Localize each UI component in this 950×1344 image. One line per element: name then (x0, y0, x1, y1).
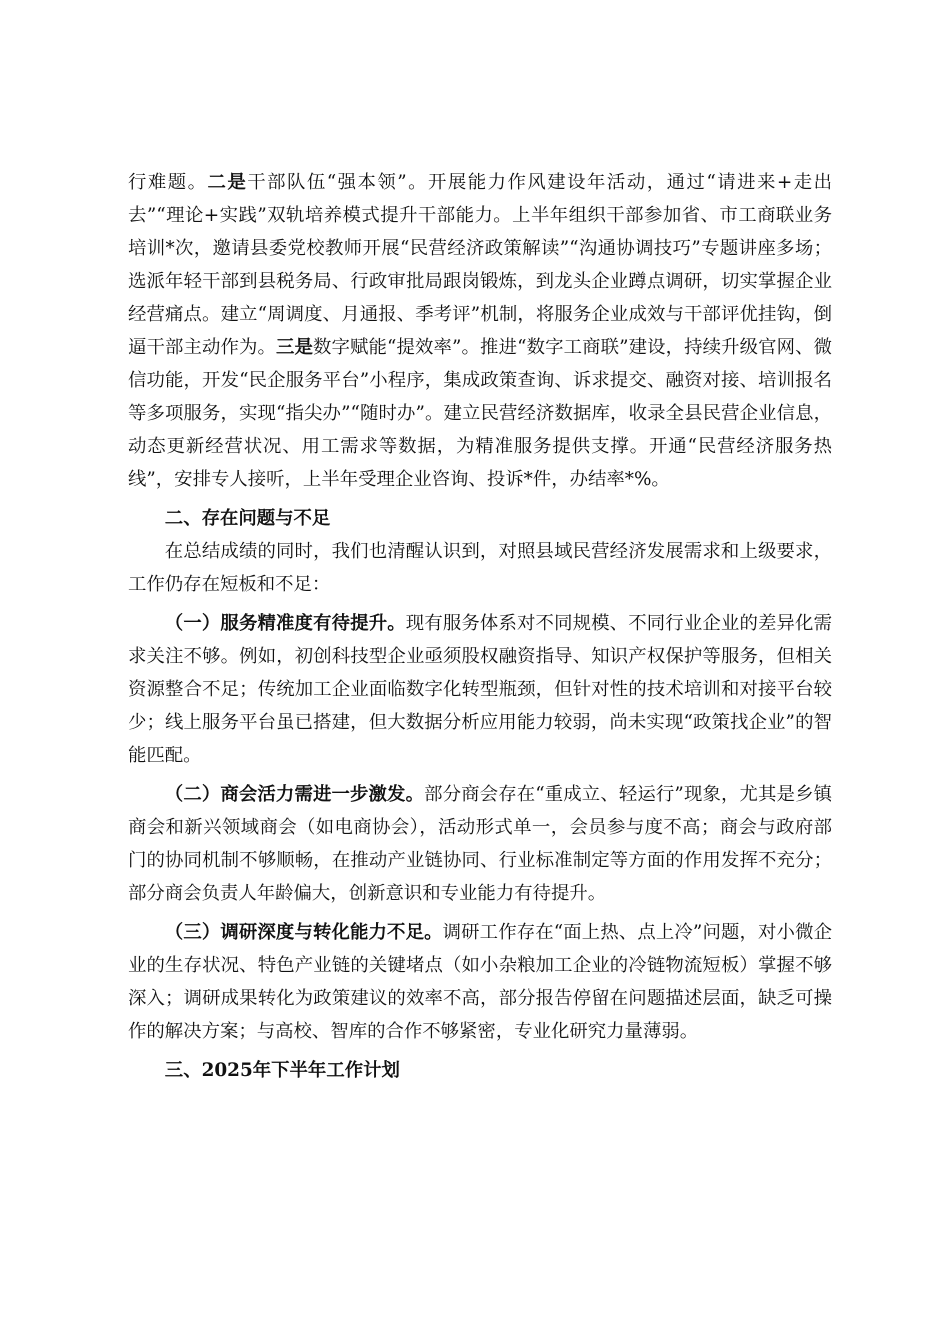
issue-text: 现有服务体系对不同规模、不同行业企业的差异化需求关注不够。例如，初创科技型企业亟须股权融资指导、知识产权保护等服务，但相关资源整合不足；传统加工企业面临数字化转型瓶颈，但针对性的技术培训和对接平台较少；线上服务平台虽已搭建，但大数据分析应用能力较弱，尚未实现“政策找企业”的智能匹配。 (128, 613, 832, 766)
paragraph-issue-service-precision (128, 607, 832, 772)
paragraph-text: 数字赋能“提效率”。推进“数字工商联”建设，持续升级官网、微信功能，开发“民企服务平台”小程序，集成政策查询、诉求提交、融资对接、培训报名等多项服务，实现“指尖办”“随时办”。建立民营经济数据库，收录全县民营企业信息，动态更新经营状况、用工需求等数据，为精准服务提供支撑。开通“民营经济服务热线”，安排专人接听，上半年受理企业咨询、投诉*件，办结率*%。 (128, 337, 832, 490)
paragraph-problems-intro: 在总结成绩的同时，我们也清醒认识到，对照县域民营经济发展需求和上级要求，工作仍存在短板和不足： (128, 541, 832, 595)
issue-text: 部分商会存在“重成立、轻运行”现象，尤其是乡镇商会和新兴领域商会（如电商协会），活动形式单一，会员参与度不高；商会与政府部门的协同机制不够顺畅，在推动产业链协同、行业标准制定等方面的作用发挥不充分；部分商会负责人年龄偏大，创新意识和专业能力有待提升。 (128, 784, 832, 904)
section-heading-problems: 二、存在问题与不足 (164, 508, 331, 529)
issue-title: （二）商会活力需进一步激发。 (164, 784, 425, 805)
emphasis-third: 三是 (276, 337, 314, 358)
issue-text: 调研工作存在“面上热、点上冷”问题，对小微企业的生存状况、特色产业链的关键堵点（如小杂粮加工企业的冷链物流短板）掌握不够深入；调研成果转化为政策建议的效率不高，部分报告停留在问题描述层面，缺乏可操作的解决方案；与高校、智库的合作不够紧密，专业化研究力量薄弱。 (128, 922, 832, 1042)
issue-title: （一）服务精准度有待提升。 (164, 613, 406, 634)
paragraph-text: 干部队伍“强本领”。开展能力作风建设年活动，通过“请进来+走出去”“理论+实践”双轨培养模式提升干部能力。上半年组织干部参加省、市工商联业务培训*次，邀请县委党校教师开展“民营经济政策解读”“沟通协调技巧”专题讲座多场；选派年轻干部到县税务局、行政审批局跟岗锻炼，到龙头企业蹲点调研，切实掌握企业经营痛点。建立“周调度、月通报、季考评”机制，将服务企业成效与干部评优挂钩，倒逼干部主动作为。 (128, 172, 832, 358)
paragraph-cadre-and-digital (128, 166, 832, 496)
emphasis-second: 二是 (207, 172, 248, 193)
paragraph-issue-chamber-vitality (128, 778, 832, 910)
section-heading-plan: 三、2025年下半年工作计划 (164, 1060, 400, 1081)
paragraph-issue-research-depth (128, 916, 832, 1048)
issue-title: （三）调研深度与转化能力不足。 (164, 922, 443, 943)
document-page (128, 166, 832, 1087)
paragraph-text: 行难题。 (128, 172, 208, 193)
